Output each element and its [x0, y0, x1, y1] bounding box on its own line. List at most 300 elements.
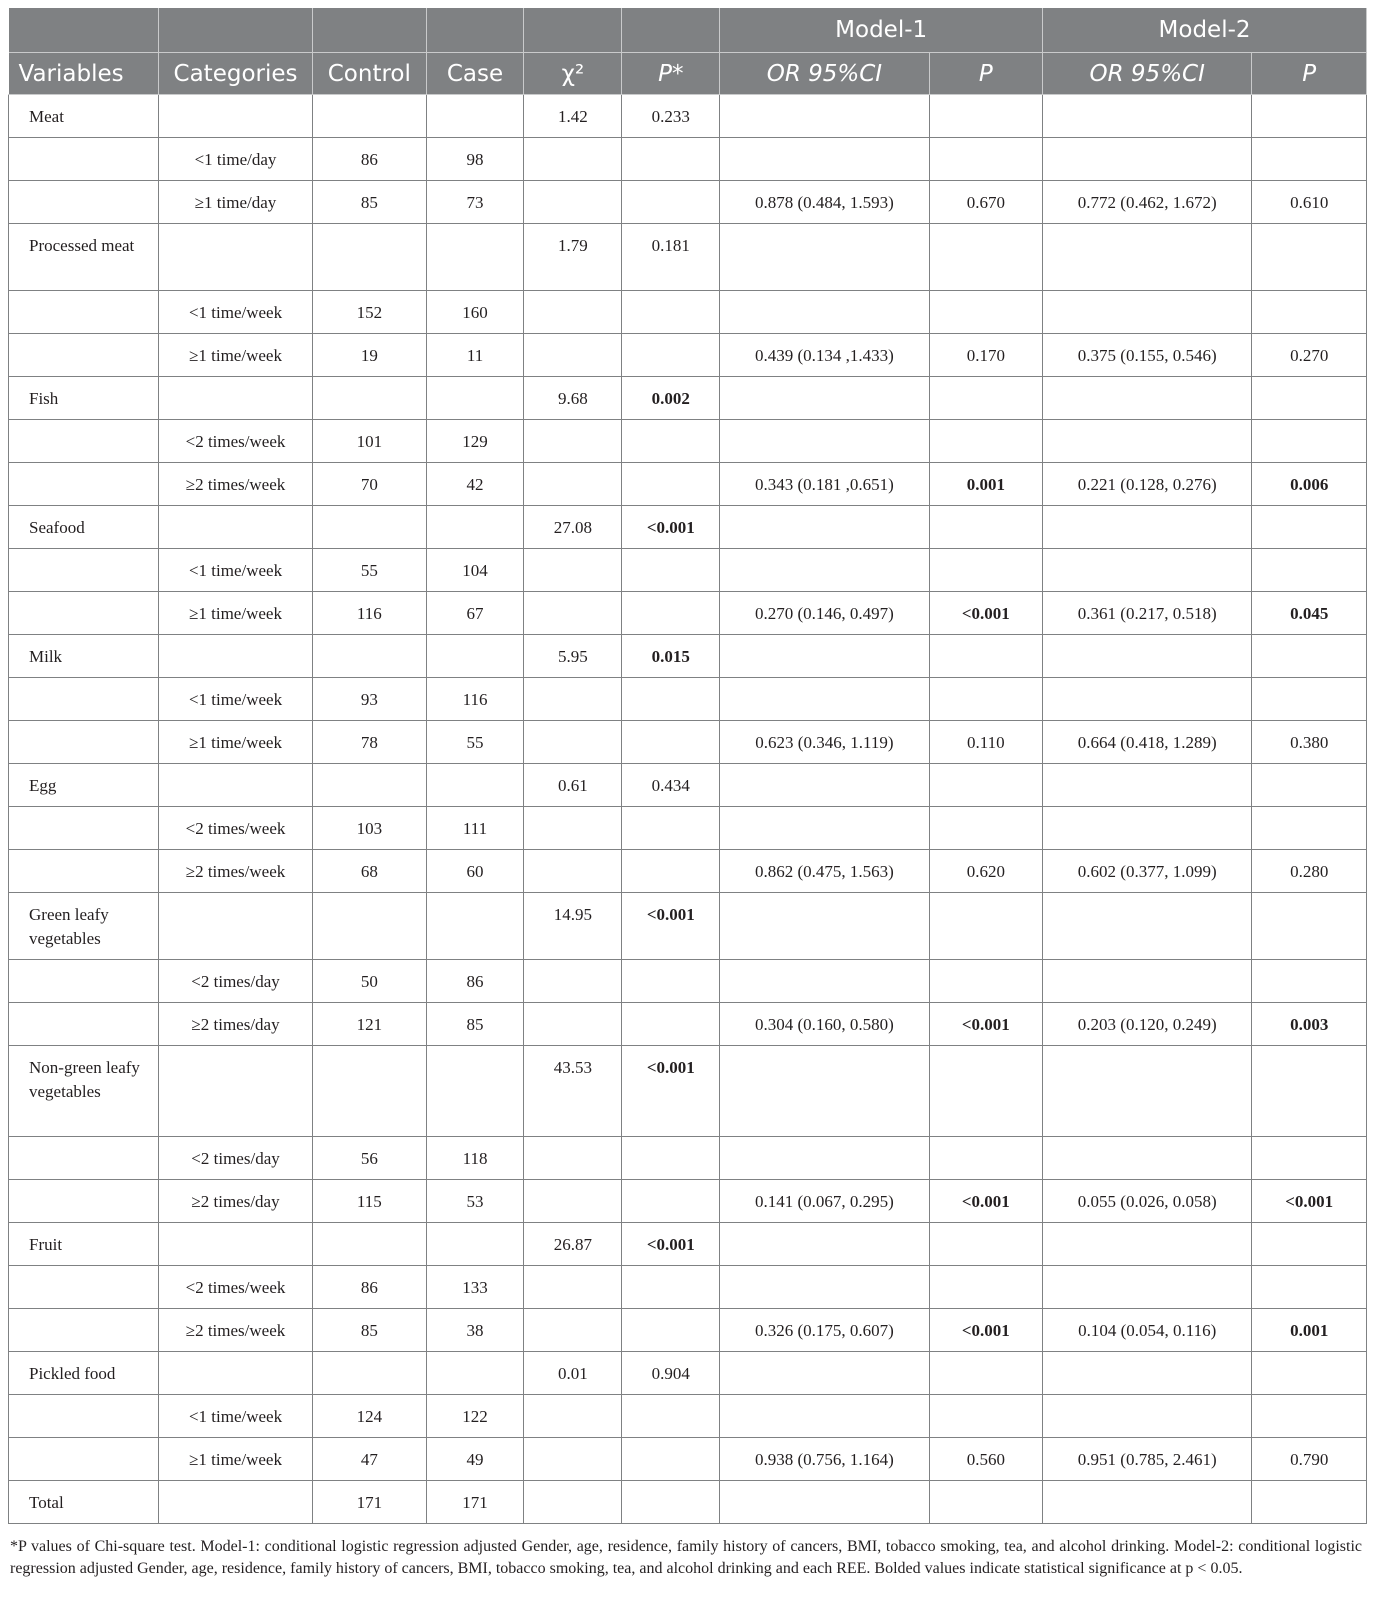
cell-control: 86: [313, 1266, 427, 1309]
cell-variable: [9, 1180, 159, 1223]
cell-control: 152: [313, 291, 427, 334]
cell-category: <2 times/day: [158, 1137, 312, 1180]
cell-chi2: [524, 1395, 622, 1438]
cell-m1-p: [929, 224, 1043, 291]
cell-chi2: 0.01: [524, 1352, 622, 1395]
cell-m2-p: [1252, 138, 1367, 181]
cell-m2-p: [1252, 1352, 1367, 1395]
cell-control: 115: [313, 1180, 427, 1223]
cell-control: [313, 635, 427, 678]
cell-p: [622, 334, 720, 377]
cell-category: <1 time/day: [158, 138, 312, 181]
cell-chi2: [524, 960, 622, 1003]
cell-m2-or: [1043, 1395, 1252, 1438]
cell-control: 171: [313, 1481, 427, 1524]
cell-m2-or: [1043, 420, 1252, 463]
cell-m2-or: [1043, 678, 1252, 721]
cell-control: 50: [313, 960, 427, 1003]
cell-m2-p: <0.001: [1252, 1180, 1367, 1223]
cell-p: [622, 420, 720, 463]
cell-category: <1 time/week: [158, 549, 312, 592]
cell-m2-p: [1252, 764, 1367, 807]
cell-chi2: [524, 1438, 622, 1481]
cell-category: [158, 1223, 312, 1266]
cell-variable: [9, 420, 159, 463]
cell-chi2: [524, 291, 622, 334]
cell-control: 78: [313, 721, 427, 764]
cell-p: 0.002: [622, 377, 720, 420]
cell-case: [426, 1223, 524, 1266]
cell-m2-p: 0.380: [1252, 721, 1367, 764]
cell-category: ≥1 time/week: [158, 721, 312, 764]
table-row: [9, 420, 1367, 463]
cell-m1-p: [929, 549, 1043, 592]
cell-p: [622, 1266, 720, 1309]
cell-m2-or: 0.055 (0.026, 0.058): [1043, 1180, 1252, 1223]
table-row: [9, 138, 1367, 181]
cell-m1-p: 0.110: [929, 721, 1043, 764]
cell-category: ≥1 time/week: [158, 1438, 312, 1481]
cell-control: 124: [313, 1395, 427, 1438]
table-row: [9, 1223, 1367, 1266]
header-chi2: χ²: [524, 53, 622, 95]
cell-chi2: 26.87: [524, 1223, 622, 1266]
cell-variable: [9, 138, 159, 181]
cell-m1-or: 0.938 (0.756, 1.164): [720, 1438, 929, 1481]
cell-m1-or: [720, 95, 929, 138]
cell-m1-or: [720, 1266, 929, 1309]
cell-variable: [9, 549, 159, 592]
cell-control: 86: [313, 138, 427, 181]
cell-m2-or: [1043, 764, 1252, 807]
cell-variable: [9, 181, 159, 224]
cell-variable: [9, 592, 159, 635]
header-blank: [622, 8, 720, 53]
cell-control: 85: [313, 181, 427, 224]
data-table: [8, 8, 1367, 1524]
cell-m1-p: [929, 1137, 1043, 1180]
table-row: [9, 764, 1367, 807]
cell-m1-or: 0.141 (0.067, 0.295): [720, 1180, 929, 1223]
cell-variable: Fish: [9, 377, 159, 420]
cell-m2-or: 0.772 (0.462, 1.672): [1043, 181, 1252, 224]
cell-case: 53: [426, 1180, 524, 1223]
header-case: Case: [426, 53, 524, 95]
cell-case: [426, 1352, 524, 1395]
cell-m2-or: 0.602 (0.377, 1.099): [1043, 850, 1252, 893]
cell-case: 73: [426, 181, 524, 224]
cell-variable: Processed meat: [9, 224, 159, 291]
header-blank: [158, 8, 312, 53]
cell-p: 0.434: [622, 764, 720, 807]
cell-case: 49: [426, 1438, 524, 1481]
cell-m1-or: [720, 291, 929, 334]
cell-chi2: 1.79: [524, 224, 622, 291]
header-model2: Model-2: [1043, 8, 1367, 53]
header-blank: [524, 8, 622, 53]
cell-m1-p: [929, 807, 1043, 850]
cell-m1-p: <0.001: [929, 592, 1043, 635]
cell-m1-p: 0.560: [929, 1438, 1043, 1481]
table-container: [8, 8, 1367, 1580]
cell-m1-p: <0.001: [929, 1309, 1043, 1352]
table-row: [9, 291, 1367, 334]
table-row: [9, 893, 1367, 960]
table-row: [9, 635, 1367, 678]
cell-variable: [9, 1438, 159, 1481]
table-row: [9, 95, 1367, 138]
footnote: *P values of Chi-square test. Model-1: conditional logistic regression adjusted Gender, age, residence, family history of cancers, BMI, tobacco smoking, tea, and alcohol drinking. Model-2: conditional logistic regression adjusted Gender, age, residence, family history of cancers, BMI, tobacco smoking, tea, and alcohol drinking and each REE. Bolded values indicate statistical significance at p < 0.05.: [10, 1538, 1362, 1577]
cell-chi2: 43.53: [524, 1046, 622, 1137]
cell-m1-p: [929, 635, 1043, 678]
cell-m1-p: [929, 1046, 1043, 1137]
cell-p: [622, 1137, 720, 1180]
cell-m1-or: [720, 420, 929, 463]
cell-m1-or: [720, 224, 929, 291]
cell-m1-p: [929, 764, 1043, 807]
cell-case: [426, 635, 524, 678]
table-row: [9, 678, 1367, 721]
header-m2-or: OR 95%CI: [1043, 53, 1252, 95]
cell-control: [313, 1223, 427, 1266]
cell-m1-p: [929, 420, 1043, 463]
cell-control: 68: [313, 850, 427, 893]
cell-m1-or: 0.623 (0.346, 1.119): [720, 721, 929, 764]
header-m1-p: P: [929, 53, 1043, 95]
cell-variable: Egg: [9, 764, 159, 807]
cell-category: [158, 635, 312, 678]
cell-category: <2 times/week: [158, 807, 312, 850]
cell-category: [158, 1046, 312, 1137]
cell-variable: [9, 334, 159, 377]
cell-m1-or: 0.862 (0.475, 1.563): [720, 850, 929, 893]
cell-m1-or: 0.304 (0.160, 0.580): [720, 1003, 929, 1046]
cell-p: [622, 807, 720, 850]
cell-case: [426, 764, 524, 807]
table-row: [9, 1003, 1367, 1046]
cell-m1-p: [929, 893, 1043, 960]
cell-variable: [9, 807, 159, 850]
cell-case: 118: [426, 1137, 524, 1180]
cell-control: 103: [313, 807, 427, 850]
cell-m2-or: [1043, 549, 1252, 592]
cell-chi2: [524, 138, 622, 181]
table-row: [9, 506, 1367, 549]
cell-control: [313, 377, 427, 420]
cell-m1-or: 0.439 (0.134 ,1.433): [720, 334, 929, 377]
cell-m1-p: [929, 1266, 1043, 1309]
cell-case: [426, 95, 524, 138]
header-blank: [426, 8, 524, 53]
cell-m2-or: [1043, 635, 1252, 678]
cell-m1-p: [929, 377, 1043, 420]
table-row: [9, 807, 1367, 850]
cell-chi2: [524, 1309, 622, 1352]
cell-m2-or: [1043, 224, 1252, 291]
cell-case: 98: [426, 138, 524, 181]
table-row: [9, 1481, 1367, 1524]
cell-m1-p: [929, 138, 1043, 181]
cell-m1-or: [720, 1046, 929, 1137]
cell-m1-or: 0.878 (0.484, 1.593): [720, 181, 929, 224]
cell-case: 111: [426, 807, 524, 850]
header-model1: Model-1: [720, 8, 1043, 53]
cell-m2-p: 0.045: [1252, 592, 1367, 635]
cell-p: [622, 1395, 720, 1438]
header-m1-or: OR 95%CI: [720, 53, 929, 95]
cell-m1-p: [929, 506, 1043, 549]
cell-p: <0.001: [622, 893, 720, 960]
cell-m2-or: 0.375 (0.155, 0.546): [1043, 334, 1252, 377]
cell-variable: [9, 960, 159, 1003]
cell-p: 0.181: [622, 224, 720, 291]
cell-chi2: [524, 420, 622, 463]
table-row: [9, 1266, 1367, 1309]
cell-case: 122: [426, 1395, 524, 1438]
cell-m1-or: [720, 1352, 929, 1395]
cell-chi2: [524, 334, 622, 377]
cell-control: [313, 1046, 427, 1137]
cell-p: [622, 1481, 720, 1524]
cell-variable: [9, 1266, 159, 1309]
cell-m2-or: 0.951 (0.785, 2.461): [1043, 1438, 1252, 1481]
cell-category: [158, 1352, 312, 1395]
cell-case: 171: [426, 1481, 524, 1524]
cell-category: [158, 224, 312, 291]
cell-case: 129: [426, 420, 524, 463]
cell-control: 116: [313, 592, 427, 635]
cell-category: <2 times/week: [158, 420, 312, 463]
cell-m2-or: [1043, 893, 1252, 960]
cell-p: [622, 960, 720, 1003]
cell-m2-p: [1252, 95, 1367, 138]
cell-p: 0.904: [622, 1352, 720, 1395]
cell-m2-p: 0.006: [1252, 463, 1367, 506]
cell-category: <2 times/week: [158, 1266, 312, 1309]
cell-m2-or: [1043, 960, 1252, 1003]
cell-p: [622, 463, 720, 506]
cell-chi2: [524, 181, 622, 224]
cell-category: <1 time/week: [158, 678, 312, 721]
cell-m2-p: 0.270: [1252, 334, 1367, 377]
cell-case: 11: [426, 334, 524, 377]
cell-chi2: [524, 1137, 622, 1180]
cell-variable: [9, 678, 159, 721]
cell-case: 133: [426, 1266, 524, 1309]
cell-m1-or: [720, 377, 929, 420]
cell-m1-p: [929, 95, 1043, 138]
cell-control: 101: [313, 420, 427, 463]
cell-m2-p: [1252, 1481, 1367, 1524]
cell-category: ≥1 time/week: [158, 334, 312, 377]
cell-m1-or: 0.270 (0.146, 0.497): [720, 592, 929, 635]
table-row: [9, 224, 1367, 291]
cell-control: 85: [313, 1309, 427, 1352]
cell-case: 116: [426, 678, 524, 721]
cell-m2-or: [1043, 377, 1252, 420]
cell-m2-or: [1043, 1266, 1252, 1309]
cell-p: 0.015: [622, 635, 720, 678]
cell-chi2: [524, 1266, 622, 1309]
cell-case: 104: [426, 549, 524, 592]
cell-m2-p: [1252, 377, 1367, 420]
cell-variable: [9, 1395, 159, 1438]
cell-m1-or: [720, 678, 929, 721]
cell-case: 55: [426, 721, 524, 764]
cell-m2-p: [1252, 506, 1367, 549]
cell-category: <2 times/day: [158, 960, 312, 1003]
cell-p: [622, 721, 720, 764]
cell-control: 70: [313, 463, 427, 506]
cell-variable: Non-green leafy vegetables: [9, 1046, 159, 1137]
cell-case: 85: [426, 1003, 524, 1046]
cell-m2-p: 0.610: [1252, 181, 1367, 224]
cell-variable: [9, 1309, 159, 1352]
cell-m1-or: [720, 1223, 929, 1266]
table-row: [9, 1438, 1367, 1481]
table-row: [9, 1395, 1367, 1438]
cell-m1-or: [720, 506, 929, 549]
cell-m2-or: [1043, 506, 1252, 549]
cell-p: [622, 1003, 720, 1046]
cell-category: ≥2 times/week: [158, 463, 312, 506]
cell-category: ≥1 time/day: [158, 181, 312, 224]
table-row: [9, 377, 1367, 420]
cell-m1-or: [720, 1395, 929, 1438]
cell-variable: Green leafy vegetables: [9, 893, 159, 960]
header-categories: Categories: [158, 53, 312, 95]
cell-m1-or: [720, 1137, 929, 1180]
cell-m2-or: 0.664 (0.418, 1.289): [1043, 721, 1252, 764]
cell-m2-or: [1043, 1137, 1252, 1180]
cell-category: ≥1 time/week: [158, 592, 312, 635]
cell-m1-or: [720, 960, 929, 1003]
cell-p: [622, 291, 720, 334]
cell-m2-or: [1043, 1046, 1252, 1137]
cell-case: 67: [426, 592, 524, 635]
cell-m2-p: 0.003: [1252, 1003, 1367, 1046]
cell-control: 121: [313, 1003, 427, 1046]
cell-category: [158, 893, 312, 960]
cell-variable: Seafood: [9, 506, 159, 549]
cell-p: [622, 678, 720, 721]
cell-p: [622, 549, 720, 592]
cell-chi2: 27.08: [524, 506, 622, 549]
cell-case: [426, 1046, 524, 1137]
table-row: [9, 549, 1367, 592]
cell-chi2: 14.95: [524, 893, 622, 960]
table-row: [9, 592, 1367, 635]
table-row: [9, 960, 1367, 1003]
cell-case: 60: [426, 850, 524, 893]
cell-case: [426, 224, 524, 291]
cell-category: [158, 377, 312, 420]
cell-control: [313, 95, 427, 138]
cell-m1-or: [720, 1481, 929, 1524]
cell-chi2: [524, 1003, 622, 1046]
cell-m2-or: [1043, 95, 1252, 138]
cell-m1-p: [929, 1395, 1043, 1438]
cell-case: [426, 377, 524, 420]
cell-chi2: [524, 592, 622, 635]
cell-category: ≥2 times/day: [158, 1003, 312, 1046]
cell-case: 86: [426, 960, 524, 1003]
cell-p: [622, 181, 720, 224]
cell-m2-p: [1252, 960, 1367, 1003]
table-body: [9, 95, 1367, 1524]
cell-m2-or: [1043, 138, 1252, 181]
cell-category: [158, 95, 312, 138]
cell-m2-p: 0.001: [1252, 1309, 1367, 1352]
table-row: [9, 334, 1367, 377]
cell-category: [158, 506, 312, 549]
cell-m1-or: 0.326 (0.175, 0.607): [720, 1309, 929, 1352]
cell-chi2: [524, 1180, 622, 1223]
cell-m1-p: [929, 291, 1043, 334]
header-m2-p: P: [1252, 53, 1367, 95]
cell-m1-p: 0.001: [929, 463, 1043, 506]
cell-variable: [9, 463, 159, 506]
table-row: [9, 181, 1367, 224]
cell-variable: [9, 721, 159, 764]
cell-m1-p: <0.001: [929, 1180, 1043, 1223]
cell-variable: [9, 291, 159, 334]
cell-chi2: [524, 463, 622, 506]
cell-variable: [9, 1137, 159, 1180]
cell-m1-p: 0.620: [929, 850, 1043, 893]
cell-variable: Pickled food: [9, 1352, 159, 1395]
cell-m2-or: 0.221 (0.128, 0.276): [1043, 463, 1252, 506]
cell-category: <1 time/week: [158, 291, 312, 334]
cell-m2-or: 0.361 (0.217, 0.518): [1043, 592, 1252, 635]
cell-case: 160: [426, 291, 524, 334]
cell-p: <0.001: [622, 1046, 720, 1137]
cell-m2-or: 0.203 (0.120, 0.249): [1043, 1003, 1252, 1046]
cell-m2-p: [1252, 291, 1367, 334]
table-row: [9, 850, 1367, 893]
cell-m2-p: [1252, 1395, 1367, 1438]
header-blank: [313, 8, 427, 53]
cell-p: [622, 1180, 720, 1223]
cell-control: [313, 224, 427, 291]
cell-case: 38: [426, 1309, 524, 1352]
cell-m2-or: [1043, 807, 1252, 850]
cell-m1-p: [929, 1352, 1043, 1395]
cell-p: <0.001: [622, 1223, 720, 1266]
cell-m2-or: [1043, 1223, 1252, 1266]
cell-category: ≥2 times/day: [158, 1180, 312, 1223]
cell-m1-p: [929, 678, 1043, 721]
cell-m2-p: [1252, 807, 1367, 850]
cell-case: [426, 893, 524, 960]
cell-variable: Meat: [9, 95, 159, 138]
header-blank: [9, 8, 159, 53]
cell-m2-p: [1252, 1137, 1367, 1180]
cell-variable: Fruit: [9, 1223, 159, 1266]
cell-m1-p: <0.001: [929, 1003, 1043, 1046]
header-row: [9, 53, 1367, 95]
cell-control: 19: [313, 334, 427, 377]
cell-control: [313, 764, 427, 807]
cell-control: 55: [313, 549, 427, 592]
cell-chi2: [524, 807, 622, 850]
cell-chi2: [524, 549, 622, 592]
cell-p: <0.001: [622, 506, 720, 549]
cell-m1-p: 0.170: [929, 334, 1043, 377]
cell-p: 0.233: [622, 95, 720, 138]
cell-variable: [9, 850, 159, 893]
cell-m1-or: [720, 138, 929, 181]
